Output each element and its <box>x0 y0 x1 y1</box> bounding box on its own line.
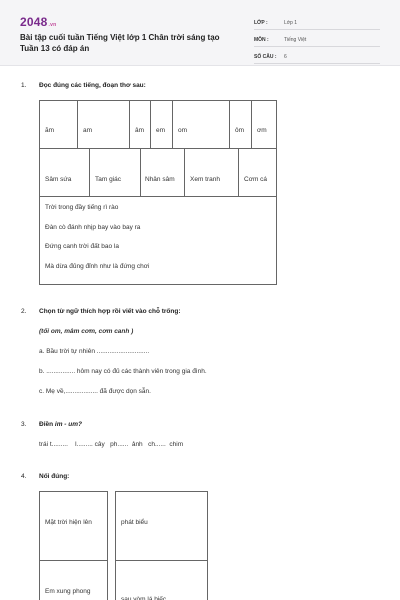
cell-text: Cơm cá <box>244 176 268 183</box>
cell-text: âm <box>135 127 145 134</box>
meta-key: LỚP : <box>254 19 268 26</box>
cell-text: ơm <box>257 127 267 134</box>
question-prompt: Điền <box>39 421 55 428</box>
match-left-cell <box>39 491 108 561</box>
question-prompt: Chọn từ ngữ thích hợp rồi viết vào chỗ trống: <box>39 308 181 315</box>
table-cell <box>39 148 90 197</box>
match-right-cell <box>115 560 208 600</box>
question-4-title <box>21 473 69 480</box>
cell-text: om <box>178 127 188 134</box>
fill-line: trái t......... l......... cây ph...... ảnh ch...... chim <box>39 441 184 448</box>
logo-suffix: .vn <box>48 22 57 28</box>
cell-text: Em xung phong <box>45 588 91 595</box>
cell-text: Mặt trời hiện lên <box>45 519 92 526</box>
document-title: Bài tập cuối tuần Tiếng Việt lớp 1 Chân trời sáng tạo Tuần 13 có đáp án <box>20 33 220 53</box>
table-cell <box>238 148 277 197</box>
poem-line: Đàn cò đánh nhịp bay vào bay ra <box>45 224 141 231</box>
meta-value: Lớp 1 <box>284 19 298 26</box>
table-cell <box>129 100 151 149</box>
meta-value: Tiếng Việt <box>284 36 307 43</box>
question-number: 3. <box>21 421 27 428</box>
meta-value: 6 <box>284 53 287 60</box>
table-cell <box>251 100 277 149</box>
question-2-title <box>21 308 181 315</box>
table-cell <box>140 148 185 197</box>
table-cell <box>229 100 252 149</box>
question-number: 2. <box>21 308 27 315</box>
table-cell <box>39 100 78 149</box>
question-1-title <box>21 82 146 89</box>
fill-item-a: a. Bầu trời tự nhiên ............................. <box>39 348 150 355</box>
question-3-title <box>21 421 82 428</box>
cell-text: Nhân sâm <box>145 176 175 183</box>
cell-text: ôm <box>235 127 245 134</box>
cell-text: phát biểu <box>121 519 148 526</box>
question-number: 4. <box>21 473 27 480</box>
cell-text: Xem tranh <box>190 176 220 183</box>
meta-key: SỐ CÂU : <box>254 53 277 60</box>
cell-text: em <box>156 127 166 134</box>
question-prompt: Nối đúng: <box>39 473 70 480</box>
meta-row-subject <box>254 33 380 47</box>
logo-text: 2048 <box>20 15 48 29</box>
table-cell <box>172 100 230 149</box>
cell-text: Sâm sứa <box>45 176 72 183</box>
match-left-cell <box>39 560 108 600</box>
site-logo[interactable] <box>20 15 56 29</box>
meta-panel <box>254 16 380 67</box>
poem-cell <box>39 196 277 285</box>
question-prompt: Đọc đúng các tiếng, đoạn thơ sau: <box>39 82 146 89</box>
meta-row-count <box>254 50 380 64</box>
poem-line: Đứng canh trời đất bao la <box>45 243 120 250</box>
table-cell <box>150 100 173 149</box>
cell-text: am <box>83 127 93 134</box>
question-2-hint: (tối om, mâm cơm, cơm canh ) <box>39 328 134 335</box>
match-right-cell <box>115 491 208 561</box>
cell-text: sau vòm lá biếc <box>121 596 167 600</box>
question-prompt-em: im - um? <box>54 421 82 428</box>
table-cell <box>89 148 141 197</box>
table-cell <box>77 100 130 149</box>
fill-item-c: c. Mẹ về,.................. đã được dọn sẵn. <box>39 388 151 395</box>
meta-key: MÔN : <box>254 36 269 43</box>
document-header <box>0 0 400 66</box>
table-cell <box>184 148 239 197</box>
poem-line: Mà dừa đủng đỉnh như là đứng chơi <box>45 263 150 270</box>
meta-row-class <box>254 16 380 30</box>
poem-line: Trời trong đầy tiếng rì rào <box>45 204 119 211</box>
cell-text: Tam giác <box>95 176 122 183</box>
fill-item-b: b. ................ hôm nay có đủ các thành viên trong gia đình. <box>39 368 207 375</box>
cell-text: ăm <box>45 127 55 134</box>
question-number: 1. <box>21 82 27 89</box>
